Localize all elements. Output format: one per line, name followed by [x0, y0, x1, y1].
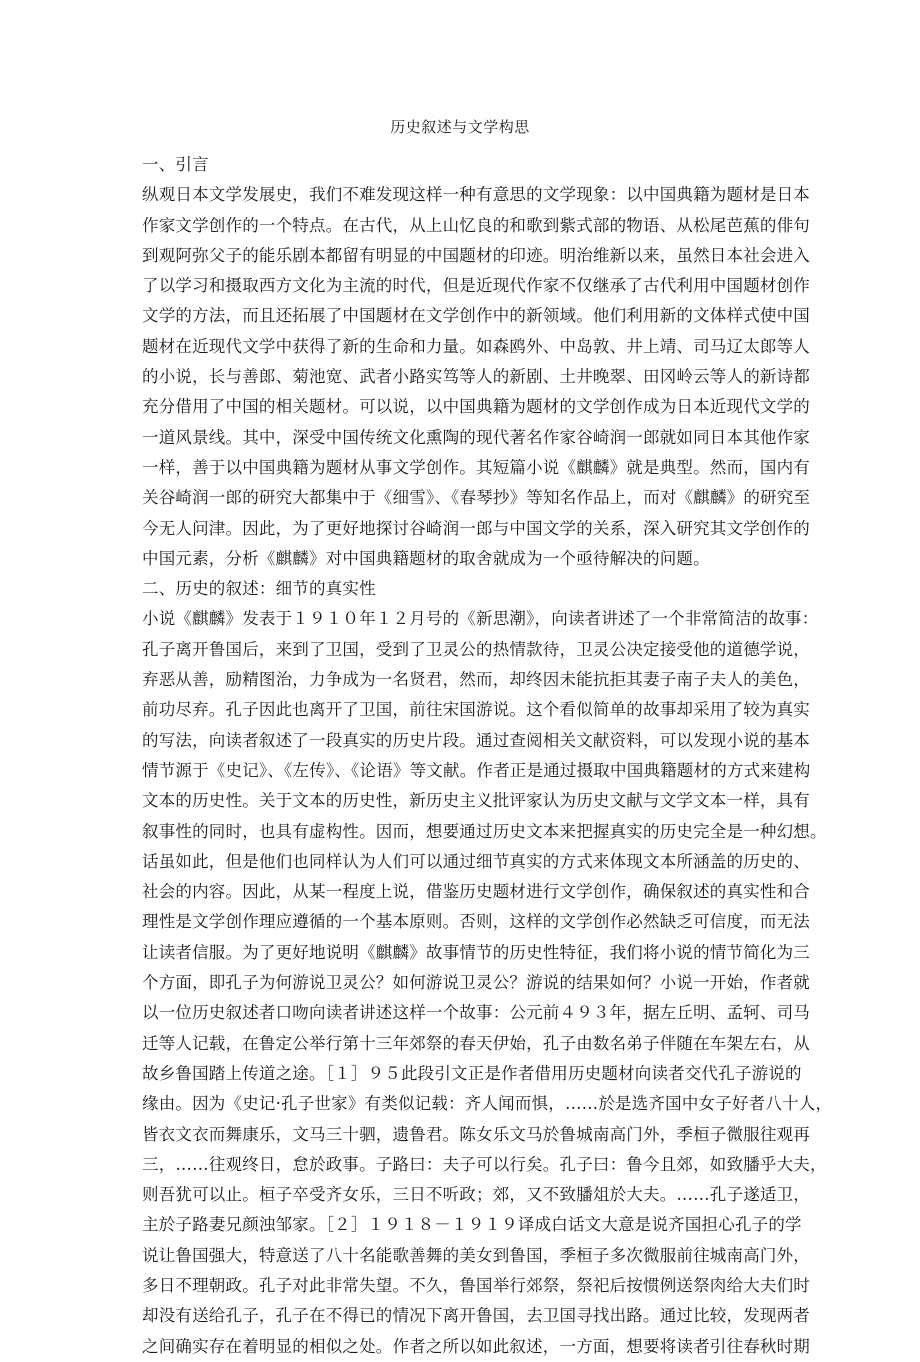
paragraph-line: 一道风景线。其中，深受中国传统文化熏陶的现代著名作家谷崎润一郎就如同日本其他作家 — [142, 427, 810, 447]
paragraph-line: 则吾犹可以止。桓子卒受齐女乐，三日不听政；郊，又不致膰俎於大夫。……孔子遂适卫， — [142, 1185, 810, 1205]
paragraph-line: 作家文学创作的一个特点。在古代，从上山忆良的和歌到紫式部的物语、从松尾芭蕉的俳句 — [142, 215, 810, 235]
paragraph-line: 故乡鲁国踏上传道之途。［１］９５此段引文正是作者借用历史题材向读者交代孔子游说的 — [142, 1063, 802, 1083]
paragraph-line: 话虽如此，但是他们也同样认为人们可以通过细节真实的方式来体现文本所涵盖的历史的、 — [142, 851, 810, 871]
paragraph-line: 今无人问津。因此，为了更好地探讨谷崎润一郎与中国文学的关系，深入研究其文学创作的 — [142, 518, 810, 538]
paragraph-line: 的小说，长与善郎、菊池宽、武者小路实笃等人的新剧、土井晚翠、田冈岭云等人的新诗都 — [142, 367, 810, 387]
paragraph-line: 文学的方法，而且还拓展了中国题材在文学创作中的新领域。他们利用新的文体样式使中国 — [142, 306, 810, 326]
paragraph-line: 到观阿弥父子的能乐剧本都留有明显的中国题材的印迹。明治维新以来，虽然日本社会进入 — [142, 245, 810, 265]
paragraph-line: 却没有送给孔子，孔子在不得已的情况下离开鲁国，去卫国寻找出路。通过比较，发现两者 — [142, 1306, 810, 1326]
paragraph-line: 迁等人记载，在鲁定公举行第十三年郊祭的春天伊始，孔子由数名弟子伴随在车架左右，从 — [142, 1033, 810, 1053]
paragraph-line: 孔子离开鲁国后，来到了卫国，受到了卫灵公的热情款待，卫灵公决定接受他的道德学说， — [142, 639, 810, 659]
paragraph-line: 了以学习和摄取西方文化为主流的时代，但是近现代作家不仅继承了古代利用中国题材创作 — [142, 276, 810, 296]
paragraph-line: 题材在近现代文学中获得了新的生命和力量。如森鸥外、中岛敦、井上靖、司马辽太郎等人 — [142, 336, 810, 356]
section-heading: 二、历史的叙述：细节的真实性 — [142, 579, 376, 599]
section-heading: 一、引言 — [142, 155, 209, 174]
paragraph-line: 三，……往观终日，怠於政事。子路曰：夫子可以行矣。孔子曰：鲁今且郊，如致膰乎大夫， — [142, 1154, 827, 1174]
paragraph-line: 缘由。因为《史记·孔子世家》有类似记载：齐人闻而惧，……於是选齐国中女子好者八十人， — [142, 1094, 833, 1114]
paragraph-line: 文本的历史性。关于文本的历史性，新历史主义批评家认为历史文献与文学文本一样，具有 — [142, 791, 810, 811]
paragraph-line: 充分借用了中国的相关题材。可以说，以中国典籍为题材的文学创作成为日本近现代文学的 — [142, 397, 810, 417]
paragraph-line: 关谷崎润一郎的研究大都集中于《细雪》、《春琴抄》等知名作品上，而对《麒麟》的研究至 — [142, 488, 811, 508]
paragraph-line: 主於子路妻兄颜浊邹家。［２］１９１８－１９１９译成白话文大意是说齐国担心孔子的学 — [142, 1215, 802, 1235]
paragraph-line: 说让鲁国强大，特意送了八十名能歌善舞的美女到鲁国，季桓子多次微服前往城南高门外， — [142, 1245, 810, 1265]
paragraph-line: 中国元素，分析《麒麟》对中国典籍题材的取舍就成为一个亟待解决的问题。 — [142, 548, 710, 568]
paragraph-line: 多日不理朝政。孔子对此非常失望。不久，鲁国举行郊祭，祭祀后按惯例送祭肉给大夫们时 — [142, 1275, 810, 1295]
paragraph-line: 的写法，向读者叙述了一段真实的历史片段。通过查阅相关文献资料，可以发现小说的基本 — [142, 730, 810, 750]
paragraph-line: 前功尽弃。孔子因此也离开了卫国，前往宋国游说。这个看似简单的故事却采用了较为真实 — [142, 700, 810, 720]
document-body — [142, 150, 833, 1362]
paragraph-line: 个方面，即孔子为何游说卫灵公？如何游说卫灵公？游说的结果如何？小说一开始，作者就 — [142, 973, 810, 993]
paragraph-line: 小说《麒麟》发表于１９１０年１２月号的《新思潮》，向读者讲述了一个非常简洁的故事： — [142, 609, 819, 629]
paragraph-line: 之间确实存在着明显的相似之处。作者之所以如此叙述，一方面，想要将读者引往春秋时期 — [142, 1336, 810, 1356]
document-title: 历史叙述与文学构思 — [390, 118, 530, 136]
paragraph-line: 一样，善于以中国典籍为题材从事文学创作。其短篇小说《麒麟》就是典型。然而，国内有 — [142, 457, 810, 477]
paragraph-line: 纵观日本文学发展史，我们不难发现这样一种有意思的文学现象：以中国典籍为题材是日本 — [142, 185, 810, 205]
paragraph-line: 叙事性的同时，也具有虚构性。因而，想要通过历史文本来把握真实的历史完全是一种幻想。 — [142, 821, 827, 841]
paragraph-line: 社会的内容。因此，从某一程度上说，借鉴历史题材进行文学创作，确保叙述的真实性和合 — [142, 882, 810, 902]
paragraph-line: 皆衣文衣而舞康乐，文马三十驷，遗鲁君。陈女乐文马於鲁城南高门外，季桓子微服往观再 — [142, 1124, 810, 1144]
paragraph-line: 情节源于《史记》、《左传》、《论语》等文献。作者正是通过摄取中国典籍题材的方式来建构 — [142, 760, 811, 780]
paragraph-line: 弃恶从善，励精图治，力争成为一名贤君，然而，却终因未能抗拒其妻子南子夫人的美色， — [142, 670, 810, 690]
paragraph-line: 理性是文学创作理应遵循的一个基本原则。否则，这样的文学创作必然缺乏可信度，而无法 — [142, 912, 810, 932]
paragraph-line: 以一位历史叙述者口吻向读者讲述这样一个故事：公元前４９３年，据左丘明、孟轲、司马 — [142, 1003, 810, 1023]
paragraph-line: 让读者信服。为了更好地说明《麒麟》故事情节的历史性特征，我们将小说的情节简化为三 — [142, 942, 810, 962]
